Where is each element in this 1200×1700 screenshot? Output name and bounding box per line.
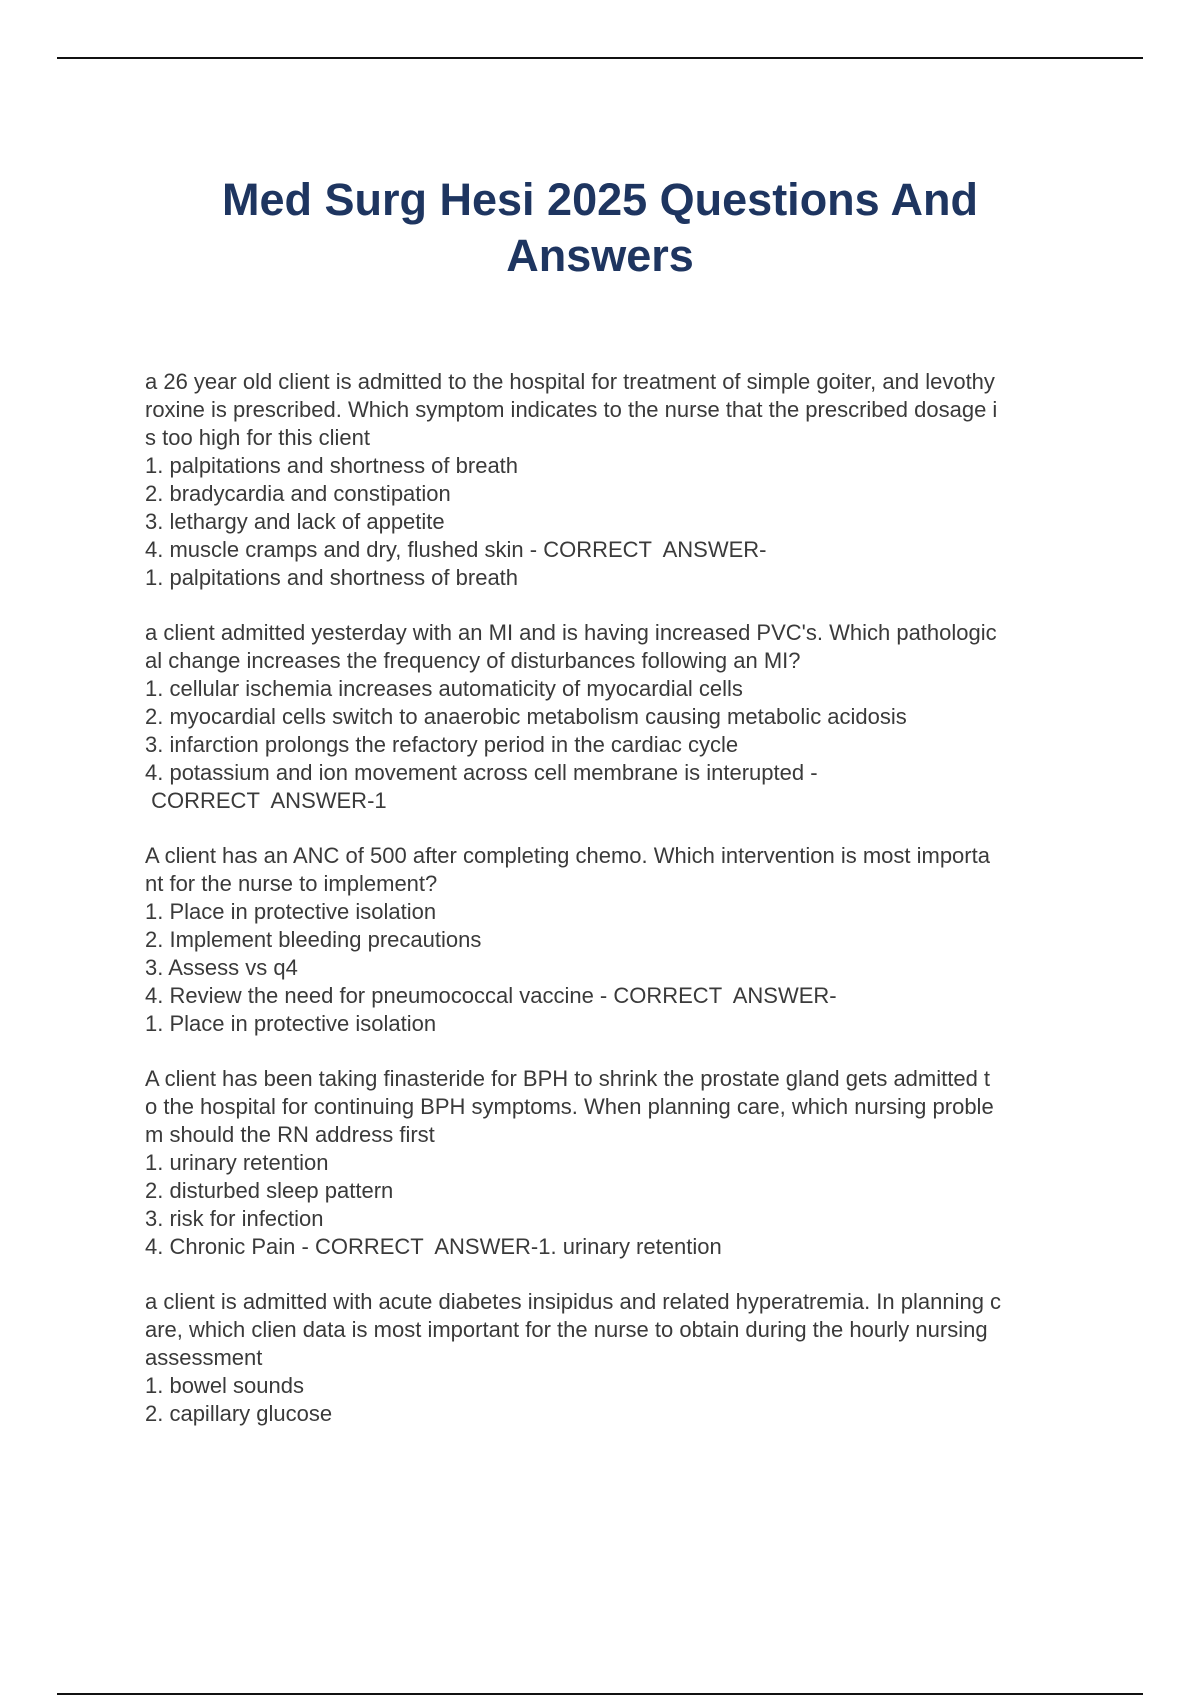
- answer-option: 4. Chronic Pain - CORRECT ANSWER-1. urinary retention: [145, 1234, 722, 1259]
- question-text-line: a 26 year old client is admitted to the hospital for treatment of simple goiter, and levothy: [145, 369, 995, 394]
- document-title: [120, 172, 1080, 284]
- title-line: Answers: [506, 230, 694, 281]
- correct-answer: CORRECT ANSWER-1: [145, 788, 387, 813]
- answer-option: 3. lethargy and lack of appetite: [145, 509, 445, 534]
- question-text-line: m should the RN address first: [145, 1122, 435, 1147]
- question-block: [145, 842, 1095, 1038]
- answer-option: 2. disturbed sleep pattern: [145, 1178, 394, 1203]
- question-text-line: a client is admitted with acute diabetes insipidus and related hyperatremia. In planning c: [145, 1289, 1002, 1314]
- answer-option: 3. Assess vs q4: [145, 955, 298, 980]
- answer-option: 1. palpitations and shortness of breath: [145, 453, 519, 478]
- question-text-line: roxine is prescribed. Which symptom indicates to the nurse that the prescribed dosage i: [145, 397, 998, 422]
- answer-option: 4. potassium and ion movement across cell membrane is interupted -: [145, 760, 818, 785]
- answer-option: 2. bradycardia and constipation: [145, 481, 451, 506]
- question-block: [145, 1288, 1095, 1428]
- question-text-line: a client admitted yesterday with an MI and is having increased PVC's. Which pathologic: [145, 620, 997, 645]
- answer-option: 1. urinary retention: [145, 1150, 329, 1175]
- question-text-line: A client has been taking finasteride for BPH to shrink the prostate gland gets admitted t: [145, 1066, 991, 1091]
- question-list: [145, 368, 1095, 1455]
- correct-answer: 1. Place in protective isolation: [145, 1011, 437, 1036]
- answer-option: 4. muscle cramps and dry, flushed skin - CORRECT ANSWER-: [145, 537, 767, 562]
- question-text-line: nt for the nurse to implement?: [145, 871, 438, 896]
- correct-answer: 1. palpitations and shortness of breath: [145, 565, 519, 590]
- answer-option: 2. myocardial cells switch to anaerobic metabolism causing metabolic acidosis: [145, 704, 907, 729]
- question-block: [145, 1065, 1095, 1261]
- question-block: [145, 619, 1095, 815]
- answer-option: 3. infarction prolongs the refactory period in the cardiac cycle: [145, 732, 739, 757]
- answer-option: 4. Review the need for pneumococcal vaccine - CORRECT ANSWER-: [145, 983, 837, 1008]
- answer-option: 1. bowel sounds: [145, 1373, 304, 1398]
- question-text-line: A client has an ANC of 500 after completing chemo. Which intervention is most importa: [145, 843, 990, 868]
- question-block: [145, 368, 1095, 592]
- question-text-line: al change increases the frequency of disturbances following an MI?: [145, 648, 801, 673]
- answer-option: 1. cellular ischemia increases automaticity of myocardial cells: [145, 676, 743, 701]
- answer-option: 2. Implement bleeding precautions: [145, 927, 482, 952]
- answer-option: 2. capillary glucose: [145, 1401, 333, 1426]
- bottom-rule: [57, 1693, 1143, 1695]
- question-text-line: assessment: [145, 1345, 263, 1370]
- answer-option: 1. Place in protective isolation: [145, 899, 437, 924]
- title-line: Med Surg Hesi 2025 Questions And: [221, 174, 978, 225]
- answer-option: 3. risk for infection: [145, 1206, 324, 1231]
- top-rule: [57, 57, 1143, 59]
- question-text-line: o the hospital for continuing BPH symptoms. When planning care, which nursing proble: [145, 1094, 994, 1119]
- question-text-line: s too high for this client: [145, 425, 371, 450]
- question-text-line: are, which clien data is most important for the nurse to obtain during the hourly nursing: [145, 1317, 988, 1342]
